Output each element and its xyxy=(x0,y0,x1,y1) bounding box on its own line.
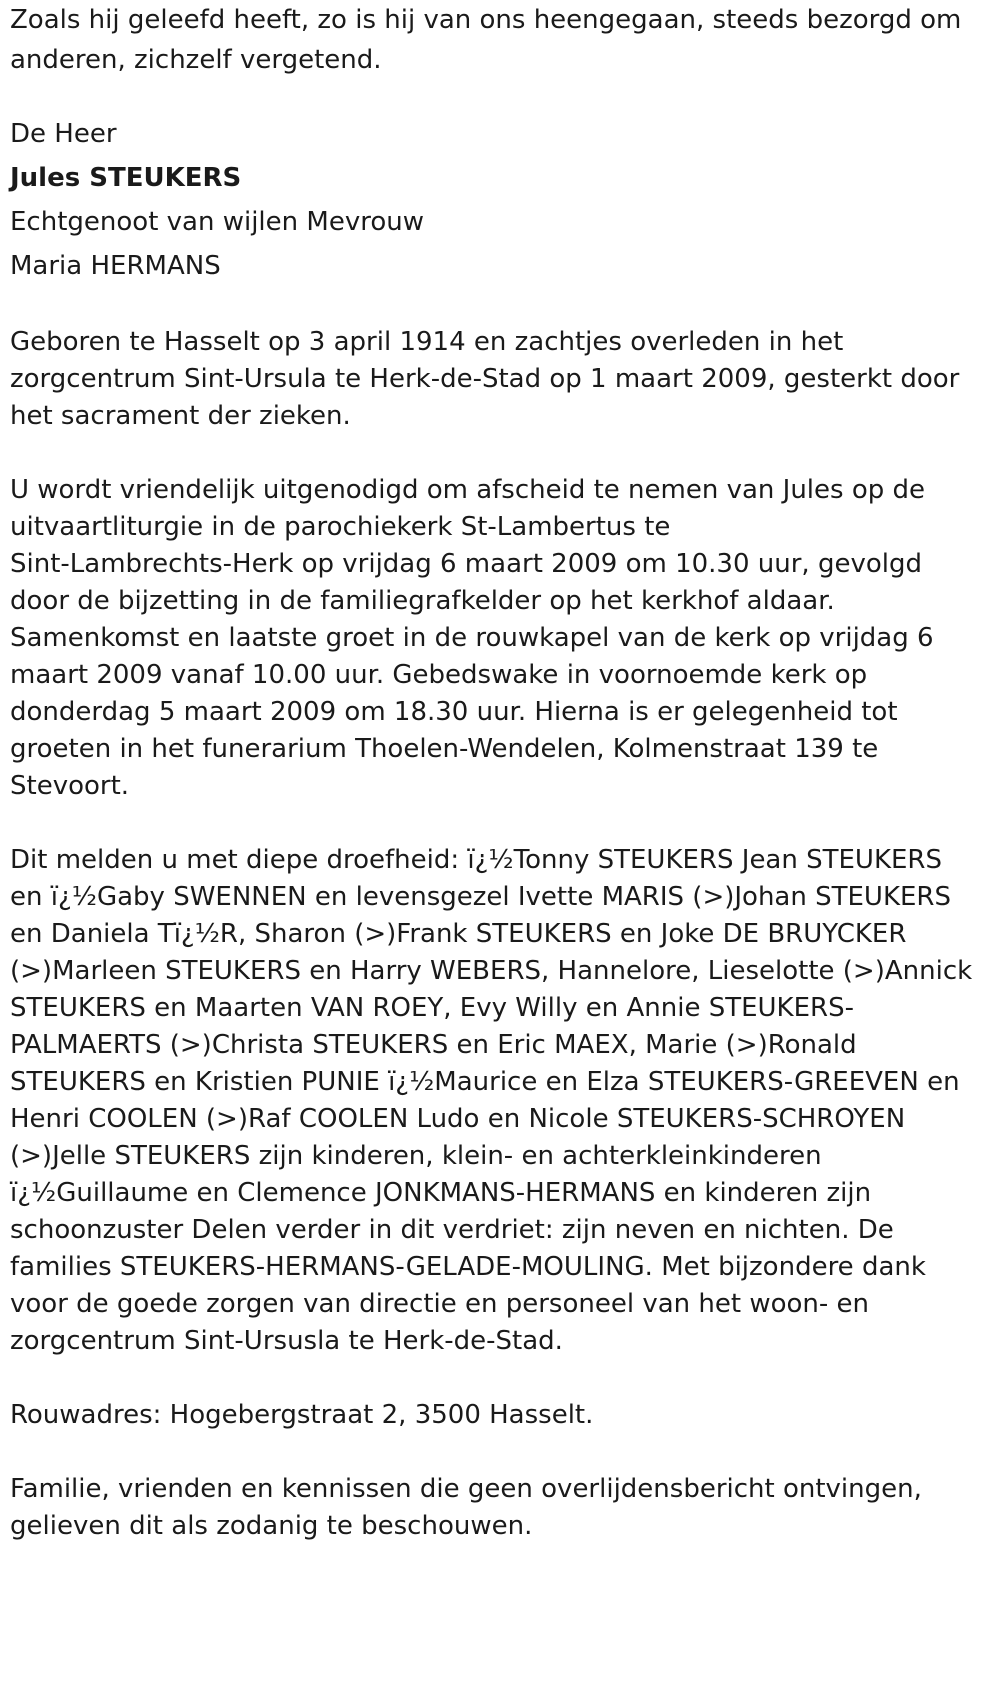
family-paragraph: Dit melden u met diepe droefheid: ï¿½Tonny STEUKERS Jean STEUKERS en ï¿½Gaby SWENNEN en levensgezel Ivette MARIS (>)Johan STEUKERS en Daniela Tï¿½R, Sharon (>)Frank STEUKERS en Joke DE BRUYCKER (>)Marleen STEUKERS en Harry WEBERS, Hannelore, Lieselotte (>)Annick STEUKERS en Maarten VAN ROEY, Evy Willy en Annie STEUKERS- PALMAERTS (>)Christa STEUKERS en Eric MAEX, Marie (>)Ronald STEUKERS en Kristien PUNIE ï¿½Maurice en Elza STEUKERS-GREEVEN en Henri COOLEN (>)Raf COOLEN Ludo en Nicole STEUKERS-SCHROYEN (>)Jelle STEUKERS zijn kinderen, klein- en achterkleinkinderen ï¿½Guillaume en Clemence JONKMANS-HERMANS en kinderen zijn schoonzuster Delen verder in dit verdriet: zijn neven en nichten. De families STEUKERS-HERMANS-GELADE-MOULING. Met bijzondere dank voor de goede zorgen van directie en personeel van het woon- en zorgcentrum Sint-Ursusla te Herk-de-Stad. xyxy=(10,845,973,1356)
invitation-paragraph: U wordt vriendelijk uitgenodigd om afscheid te nemen van Jules op de uitvaartliturgie in de parochiekerk St-Lambertus te Sint-Lambrechts-Herk op vrijdag 6 maart 2009 om 10.30 uur, gevolgd door de bijzetting in de familiegrafkelder op het kerkhof aldaar. Samenkomst en laatste groet in de rouwkapel van de kerk op vrijdag 6 maart 2009 vanaf 10.00 uur. Gebedswake in voornoemde kerk op donderdag 5 maart 2009 om 18.30 uur. Hierna is er gelegenheid tot groeten in het funerarium Thoelen-Wendelen, Kolmenstraat 139 te Stevoort. xyxy=(10,475,934,801)
spacer xyxy=(10,290,990,324)
spacer xyxy=(10,1434,990,1471)
deceased-name: Jules STEUKERS xyxy=(10,163,242,193)
spouse-line-1: Echtgenoot van wijlen Mevrouw xyxy=(10,207,424,237)
address-line: Rouwadres: Hogebergstraat 2, 3500 Hasselt. xyxy=(10,1400,594,1430)
birth-death-paragraph: Geboren te Hasselt op 3 april 1914 en zachtjes overleden in het zorgcentrum Sint-Ursula te Herk-de-Stad op 1 maart 2009, gesterkt door het sacrament der zieken. xyxy=(10,327,960,431)
spacer xyxy=(10,435,990,472)
closing-paragraph: Familie, vrienden en kennissen die geen overlijdensbericht ontvingen, gelieven dit als zodanig te beschouwen. xyxy=(10,1474,922,1541)
title-prefix: De Heer xyxy=(10,119,117,149)
spacer xyxy=(10,805,990,842)
spouse-line-2: Maria HERMANS xyxy=(10,251,221,281)
spacer xyxy=(10,1360,990,1397)
intro-quote: Zoals hij geleefd heeft, zo is hij van ons heengegaan, steeds bezorgd om anderen, zichzelf vergetend. xyxy=(10,5,962,75)
